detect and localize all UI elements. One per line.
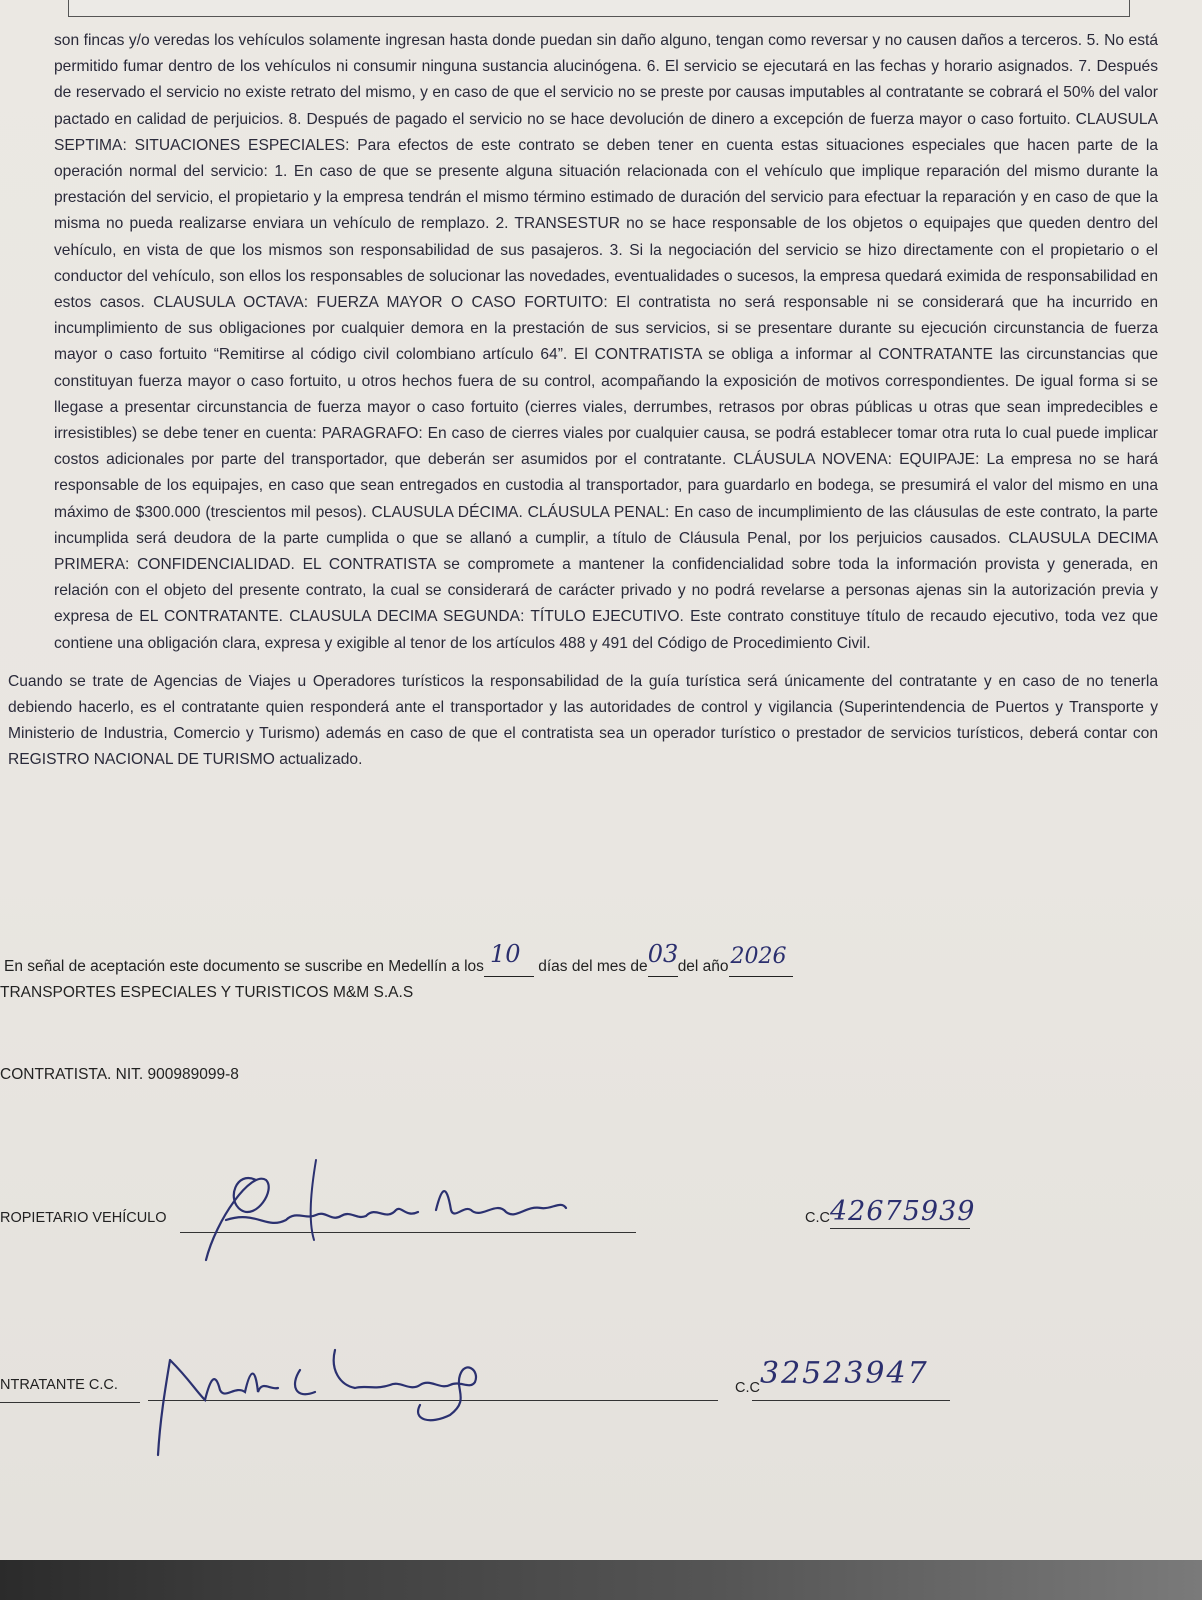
client-label: NTRATANTE C.C. xyxy=(0,1377,118,1393)
tour-operator-paragraph: Cuando se trate de Agencias de Viajes u Operadores turísticos la responsabilidad de la guía turística será únicamente del contratante y en caso de no tenerla debiendo hacerlo, es el contratante quien responderá ante el transportador y las autoridades de control y vigilancia (Superintendencia de Puertos y Transporte y Ministerio de Industria, Comercio y Turismo) además en caso de que el contratista sea un operador turístico o prestador de servicios turísticos, deberá contar con REGISTRO NACIONAL DE TURISMO actualizado. xyxy=(8,672,1158,769)
year-value: 2026 xyxy=(730,944,787,969)
photo-bottom-edge xyxy=(0,1560,1202,1600)
contract-body xyxy=(8,28,1158,774)
year-field xyxy=(729,944,793,977)
client-cc-number: 32523947 xyxy=(760,1356,929,1391)
page-top-edge xyxy=(68,0,1130,17)
client-signature xyxy=(150,1330,530,1460)
contractor-nit: CONTRATISTA. NIT. 900989099-8 xyxy=(0,1066,239,1083)
month-value: 03 xyxy=(647,940,679,968)
owner-cc-line xyxy=(830,1228,970,1229)
days-label: días del mes de xyxy=(538,958,648,975)
owner-label: ROPIETARIO VEHÍCULO xyxy=(0,1210,167,1226)
client-cc-line xyxy=(752,1400,950,1401)
acceptance-line xyxy=(4,940,1194,977)
company-name: TRANSPORTES ESPECIALES Y TURISTICOS M&M S.A.S xyxy=(0,984,414,1001)
day-field xyxy=(484,940,534,977)
year-label: del año xyxy=(677,958,729,975)
client-label-underline xyxy=(0,1402,140,1403)
owner-cc-number: 42675939 xyxy=(830,1196,976,1227)
client-cc-label: C.C xyxy=(735,1380,760,1396)
owner-signature xyxy=(196,1150,606,1280)
acceptance-prefix: En señal de aceptación este documento se suscribe en Medellín a los xyxy=(4,958,484,975)
day-value: 10 xyxy=(489,940,521,968)
month-field xyxy=(647,940,679,977)
owner-cc-label: C.C xyxy=(805,1210,830,1226)
contract-clauses-paragraph: son fincas y/o veredas los vehículos solamente ingresan hasta donde puedan sin daño alguno, tengan como reversar y no causen daños a terceros. 5. No está permitido fumar dentro de los vehículos ni consumir ninguna sustancia alucinógena. 6. El servicio se ejecutará en las fechas y horario asignados. 7. Después de reservado el servicio no existe retrato del mismo, y en caso de que el servicio no se preste por causas imputables al contratante se cobrará el 50% del valor pactado en calidad de perjuicios. 8. Después de pagado el servicio no se hace devolución de dinero a excepción de fuerza mayor o caso fortuito. CLAUSULA SEPTIMA: SITUACIONES ESPECIALES: Para efectos de este contrato se deben tener en cuenta estas situaciones especiales que hacen parte de la operación normal del servicio: 1. En caso de que se presente alguna situación relacionada con el vehículo que implique reparación del mismo durante la prestación del servicio, el propietario y la empresa tendrán el mismo término estimado de duración del servicio para efectuar la reparación y en caso de que la misma no pueda realizarse enviara un vehículo de remplazo. 2. TRANSESTUR no se hace responsable de los objetos o equipajes que queden dentro del vehículo, en vista de que los mismos son responsabilidad de sus pasajeros. 3. Si la negociación del servicio se hizo directamente con el propietario o el conductor del vehículo, son ellos los responsables de solucionar las novedades, eventualidades o sucesos, la empresa quedará eximida de responsabilidad en estos casos. CLAUSULA OCTAVA: FUERZA MAYOR O CASO FORTUITO: El contratista no será responsable ni se considerará que ha incurrido en incumplimiento de sus obligaciones por cualquier demora en la prestación de sus servicios, si se presentare durante su ejecución circunstancia de fuerza mayor o caso fortuito “Remitirse al código civil colombiano artículo 64”. El CONTRATISTA se obliga a informar al CONTRATANTE las circunstancias que constituyan fuerza mayor o caso fortuito, u otros hechos fuera de su control, acompañando la exposición de motivos correspondientes. De igual forma si se llegase a presentar circunstancia de fuerza mayor o caso fortuito (cierres viales, derrumbes, retrasos por obras públicas u otras que sean impredecibles e irresistibles) se debe tener en cuenta: PARAGRAFO: En caso de cierres viales por cualquier causa, se podrá establecer tomar otra ruta lo cual puede implicar costos adicionales por parte del transportador, que deberán ser asumidos por el contratante. CLÁUSULA NOVENA: EQUIPAJE: La empresa no se hará responsable de los equipajes, en caso que sean entregados en custodia al transportador, para guardarlo en bodega, se presumirá el valor del mismo en una máximo de $300.000 (trescientos mil pesos). CLAUSULA DÉCIMA. CLÁUSULA PENAL: En caso de incumplimiento de las cláusulas de este contrato, la parte incumplida será deudora de la parte cumplida o que se allanó a cumplir, a título de Cláusula Penal, por los perjuicios causados. CLAUSULA DECIMA PRIMERA: CONFIDENCIALIDAD. EL CONTRATISTA se compromete a mantener la confidencialidad sobre toda la información provista y generada, en relación con el objeto del presente contrato, la cual se considerará de carácter privado y no podrá revelarse a personas ajenas sin la autorización previa y expresa de EL CONTRATANTE. CLAUSULA DECIMA SEGUNDA: TÍTULO EJECUTIVO. Este contrato constituye título de recaudo ejecutivo, toda vez que contiene una obligación clara, expresa y exigible al tenor de los artículos 488 y 491 del Código de Procedimiento Civil. xyxy=(54,32,1158,652)
